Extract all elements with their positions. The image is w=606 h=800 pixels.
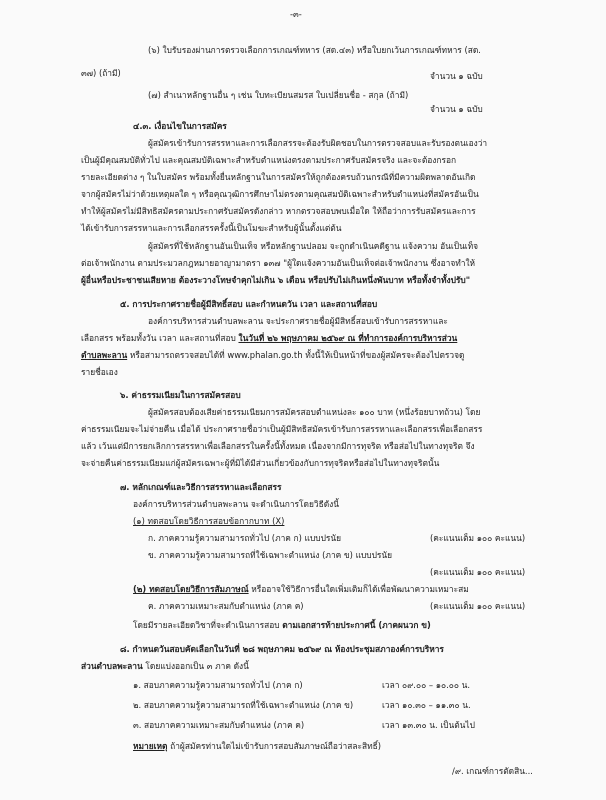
section-5-line4: รายชื่อเอง	[81, 367, 118, 377]
method-2-part-c: ค. ภาคความเหมาะสมกับตำแหน่ง (ภาค ค)	[148, 601, 304, 611]
note-text: ถ้าผู้สมัครท่านใดไม่เข้ารับการสอบสัมภาษณ์ถือว่าสละสิทธิ์)	[167, 741, 382, 751]
continued-marker: /๙. เกณฑ์การตัดสิน...	[452, 766, 533, 776]
section-4-3-p1-line: เป็นผู้มีคุณสมบัติทั่วไป และคุณสมบัติเฉพาะสำหรับตำแหน่งตรงตามประกาศรับสมัครจริง และจะต้องกรอก	[81, 155, 457, 165]
method-2-title	[133, 584, 469, 596]
method-1-title	[133, 516, 284, 528]
announcement-date: ในวันที่ ๒๖ พฤษภาคม ๒๕๖๙ ณ ที่ทำการองค์การบริหารส่วน	[238, 333, 458, 343]
section-5-line3-tail: ทั้งนี้ให้เป็นหน้าที่ของผู้สมัครจะต้องไปตรวจดู	[302, 350, 465, 360]
section-4-3-heading: ๔.๓. เงื่อนไขในการสมัคร	[133, 121, 227, 131]
exam-schedule-time: เวลา ๐๙.๐๐ – ๑๐.๐๐ น.	[382, 680, 471, 690]
section-6-heading: ๖. ค่าธรรมเนียมในการสมัครสอบ	[120, 390, 241, 400]
section-8-venue: ส่วนตำบลพะลาน	[81, 661, 143, 671]
doc-item-6-line2: ๓๗) (ถ้ามี)	[81, 68, 121, 78]
method-2-title-rest: หรืออาจใช้วิธีการอื่นใดเพิ่มเติมก็ได้เพื่อพัฒนาความเหมาะสม	[248, 584, 469, 594]
section-6-line: จะจ่ายคืนค่าธรรมเนียมแก่ผู้สมัครเฉพาะผู้ที่มิได้มีส่วนเกี่ยวข้องกับการทุจริตหรือส่อไปในทางทุจริตนั้น	[81, 458, 440, 468]
method-1-part-b: ข. ภาคความรู้ความสามารถที่ใช้เฉพาะตำแหน่ง (ภาค ข) แบบปรนัย	[148, 550, 393, 560]
section-5-line2-text: เลือกสรร พร้อมทั้งวัน เวลา และสถานที่สอบ	[81, 333, 239, 343]
section-4-3-p2-line: ผู้อื่นหรือประชาชนเสียหาย ต้องระวางโทษจำคุกไม่เกิน ๖ เดือน หรือปรับไม่เกินหนึ่งพันบาท หรือทั้งจำทั้งปรับ"	[81, 275, 471, 285]
section-5-line3-text: หรือสามารถตรวจสอบได้ที่	[127, 350, 228, 360]
doc-item-6-line1: (๖) ใบรับรองผ่านการตรวจเลือกการเกณฑ์ทหาร (สด.๔๓) หรือใบยกเว้นการเกณฑ์ทหาร (สด.	[148, 45, 481, 55]
section-6-line: แล้ว เว้นแต่มีการยกเลิกการสรรหาเพื่อเลือกสรรในครั้งนี้ทั้งหมด เนื่องจากมีการทุจริต หรือส่อไปในทางทุจริต จึง	[81, 441, 475, 451]
section-6-line: ค่าธรรมเนียมจะไม่จ่ายคืน เมื่อได้ ประกาศรายชื่อว่าเป็นผู้มีสิทธิสมัครเข้ารับการสรรหาและเลือกสรรเพื่อเลือกสรร	[81, 424, 483, 434]
method-1-part-a: ก. ภาคความรู้ความสามารถทั่วไป (ภาค ก) แบบปรนัย	[148, 533, 342, 543]
section-4-3-p1-line: จากผู้สมัครไม่ว่าด้วยเหตุผลใด ๆ หรือคุณวุฒิการศึกษาไม่ตรงตามคุณสมบัติเฉพาะสำหรับตำแหน่งที่สมัครอันเป็น	[81, 189, 479, 199]
exam-schedule-row: ๒. สอบภาคความรู้ความสามารถที่ใช้เฉพาะตำแหน่ง (ภาค ข)	[133, 700, 354, 710]
note-label: หมายเหตุ	[133, 741, 168, 751]
section-5-line1: องค์การบริหารส่วนตำบลพะลาน จะประกาศรายชื่อผู้มีสิทธิ์สอบเข้ารับการสรรหาและ	[148, 316, 448, 326]
method-2-part-c-score: (คะแนนเต็ม ๑๐๐ คะแนน)	[430, 601, 526, 611]
section-5-line3	[81, 350, 464, 362]
section-4-3-p2-line: ผู้สมัครที่ใช้หลักฐานอันเป็นเท็จ หรือหลักฐานปลอม จะถูกดำเนินคดีฐาน แจ้งความ อันเป็นเท็จ	[148, 241, 479, 251]
section-7-detail-ref: ตามเอกสารท้ายประกาศนี้ (ภาคผนวก ข)	[282, 620, 431, 630]
section-5-heading: ๕. การประกาศรายชื่อผู้มีสิทธิ์สอบ และกำหนดวัน เวลา และสถานที่สอบ	[120, 299, 378, 309]
section-4-3-p1-line: ทำให้ผู้สมัครไม่มีสิทธิสมัครตามประกาศรับสมัครดังกล่าว หากตรวจสอบพบเมื่อใด ให้ถือว่าการรับสมัครและการ	[81, 206, 476, 216]
doc-item-7-quantity: จำนวน ๑ ฉบับ	[430, 104, 483, 114]
section-8-heading-line2	[81, 661, 249, 673]
page-number: -๓-	[290, 9, 302, 19]
section-5-line2	[81, 333, 457, 345]
section-4-3-p1-line: ผู้สมัครเข้ารับการสรรหาและการเลือกสรรจะต้องรับผิดชอบในการตรวจสอบและรับรองตนเองว่า	[148, 138, 488, 148]
method-1-part-a-score: (คะแนนเต็ม ๑๐๐ คะแนน)	[430, 533, 526, 543]
section-6-line: ผู้สมัครสอบต้องเสียค่าธรรมเนียมการสมัครสอบตำแหน่งละ ๑๐๐ บาท (หนึ่งร้อยบาทถ้วน) โดย	[148, 407, 481, 417]
website-link[interactable]: www.phalan.go.th	[227, 350, 303, 360]
exam-schedule-row: ๓. สอบภาคความเหมาะสมกับตำแหน่ง (ภาค ค)	[133, 720, 305, 730]
section-8-parts: โดยแบ่งออกเป็น ๓ ภาค ดังนี้	[142, 661, 249, 671]
doc-item-6-quantity: จำนวน ๑ ฉบับ	[430, 71, 483, 81]
section-4-3-p1-line: รายละเอียดต่าง ๆ ในใบสมัคร พร้อมทั้งยื่นหลักฐานในการสมัครให้ถูกต้องครบถ้วนกรณีที่มีความผิดพลาดอันเกิด	[81, 172, 476, 182]
section-4-3-p2-line: ต่อเจ้าพนักงาน ตามประมวลกฎหมายอาญามาตรา ๑๓๗ "ผู้ใดแจ้งความอันเป็นเท็จต่อเจ้าพนักงาน ซึ่งอาจทำให้	[81, 258, 476, 268]
exam-schedule-row: ๑. สอบภาคความรู้ความสามารถทั่วไป (ภาค ก)	[133, 680, 303, 690]
section-4-3-p1-line: ได้เข้ารับการสรรหาและการเลือกสรรครั้งนี้เป็นโมฆะสำหรับผู้นั้นตั้งแต่ต้น	[81, 223, 342, 233]
exam-schedule-time: เวลา ๑๐.๓๐ – ๑๑.๓๐ น.	[382, 700, 471, 710]
method-1-title-text: (๑) ทดสอบโดยวิธีการสอบข้อกากบาท (X)	[133, 516, 285, 526]
method-2-title-text: (๒) ทดสอบโดยวิธีการสัมภาษณ์	[133, 584, 249, 594]
section-7-detail-text: โดยมีรายละเอียดวิชาที่จะดำเนินการสอบ	[133, 620, 283, 630]
section-7-heading: ๗. หลักเกณฑ์และวิธีการสรรหาและเลือกสรร	[120, 482, 282, 492]
method-1-part-b-score: (คะแนนเต็ม ๑๐๐ คะแนน)	[430, 567, 526, 577]
section-7-detail	[133, 620, 431, 632]
section-8-note	[133, 741, 381, 753]
exam-schedule-time: เวลา ๑๓.๓๐ น. เป็นต้นไป	[382, 720, 475, 730]
section-7-intro: องค์การบริหารส่วนตำบลพะลาน จะดำเนินการโดยวิธีดังนี้	[133, 499, 339, 509]
section-8-heading: ๘. กำหนดวันสอบคัดเลือกในวันที่ ๒๘ พฤษภาคม ๒๕๖๙ ณ ห้องประชุมสภาองค์การบริหาร	[120, 644, 444, 654]
doc-item-7-line1: (๗) สำเนาหลักฐานอื่น ๆ เช่น ใบทะเบียนสมรส ใบเปลี่ยนชื่อ - สกุล (ถ้ามี)	[148, 90, 409, 100]
announcement-place: ตำบลพะลาน	[81, 350, 128, 360]
